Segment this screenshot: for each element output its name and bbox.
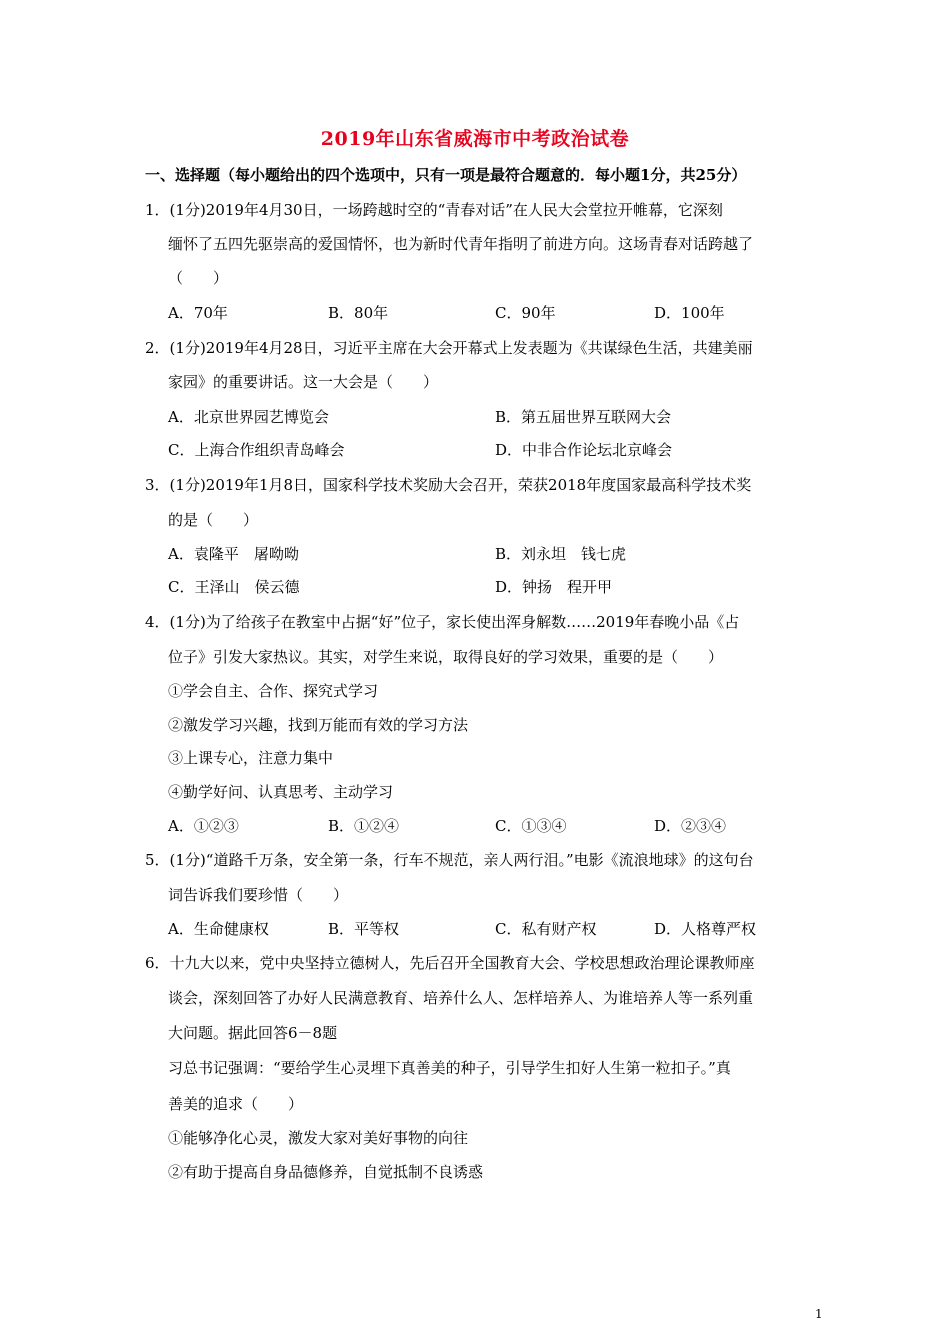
- q5-line-1: 5．(1分)“道路千万条，安全第一条，行车不规范，亲人两行泪。”电影《流浪地球》的这句台: [145, 851, 754, 869]
- q4-statement-1: ①学会自主、合作、探究式学习: [168, 682, 379, 700]
- q4-option-d: D．②③④: [654, 817, 727, 835]
- q3-option-c: C．王泽山 侯云德: [168, 578, 300, 596]
- q6-statement-2: ②有助于提高自身品德修养，自觉抵制不良诱惑: [168, 1163, 484, 1181]
- q1-line-3: （ ）: [168, 269, 229, 287]
- q4-option-c: C．①③④: [495, 817, 567, 835]
- q4-statement-3: ③上课专心，注意力集中: [168, 749, 334, 767]
- exam-title: 2019年山东省威海市中考政治试卷: [320, 128, 630, 150]
- q4-line-2: 位子》引发大家热议。其实，对学生来说，取得良好的学习效果，重要的是（ ）: [168, 648, 724, 666]
- q3-option-d: D．钟扬 程开甲: [495, 578, 613, 596]
- q6-line-4: 习总书记强调：“要给学生心灵埋下真善美的种子，引导学生扣好人生第一粒扣子。”真: [168, 1059, 731, 1077]
- q1-option-c: C．90年: [495, 304, 556, 322]
- q6-line-5: 善美的追求（ ）: [168, 1095, 304, 1113]
- q2-option-d: D．中非合作论坛北京峰会: [495, 441, 673, 459]
- q3-option-b: B．刘永坦 钱七虎: [495, 545, 627, 563]
- q3-line-2: 的是（ ）: [168, 511, 259, 529]
- q3-line-1: 3．(1分)2019年1月8日，国家科学技术奖励大会召开，荣获2018年度国家最高科学技术奖: [145, 476, 752, 494]
- q5-option-b: B．平等权: [328, 920, 400, 938]
- q4-option-a: A．①②③: [168, 817, 239, 835]
- q5-option-a: A．生命健康权: [168, 920, 269, 938]
- q4-option-b: B．①②④: [328, 817, 400, 835]
- q2-option-b: B．第五届世界互联网大会: [495, 408, 672, 426]
- q1-option-b: B．80年: [328, 304, 389, 322]
- q6-line-3: 大问题。据此回答6－8题: [168, 1024, 338, 1042]
- q4-line-1: 4．(1分)为了给孩子在教室中占据“好”位子，家长使出浑身解数……2019年春晚小品《占: [145, 613, 740, 631]
- q2-option-c: C．上海合作组织青岛峰会: [168, 441, 345, 459]
- q6-statement-1: ①能够净化心灵，激发大家对美好事物的向往: [168, 1129, 469, 1147]
- q1-line-2: 缅怀了五四先驱崇高的爱国情怀，也为新时代青年指明了前进方向。这场青春对话跨越了: [168, 235, 754, 253]
- q4-statement-4: ④勤学好问、认真思考、主动学习: [168, 783, 394, 801]
- q1-line-1: 1．(1分)2019年4月30日，一场跨越时空的“青春对话”在人民大会堂拉开帷幕，它深刻: [145, 201, 723, 219]
- q2-line-1: 2．(1分)2019年4月28日，习近平主席在大会开幕式上发表题为《共谋绿色生活，共建美丽: [145, 339, 753, 357]
- q2-option-a: A．北京世界园艺博览会: [168, 408, 329, 426]
- q1-option-d: D．100年: [654, 304, 725, 322]
- page-number: 1: [815, 1307, 823, 1321]
- q5-option-d: D．人格尊严权: [654, 920, 757, 938]
- q5-line-2: 词告诉我们要珍惜（ ）: [168, 886, 349, 904]
- q4-statement-2: ②激发学习兴趣，找到万能而有效的学习方法: [168, 716, 469, 734]
- q5-option-c: C．私有财产权: [495, 920, 597, 938]
- section-heading: 一、选择题（每小题给出的四个选项中，只有一项是最符合题意的．每小题1分，共25分）: [145, 166, 747, 184]
- q6-line-1: 6．十九大以来，党中央坚持立德树人，先后召开全国教育大会、学校思想政治理论课教师座: [145, 954, 755, 972]
- q2-line-2: 家园》的重要讲话。这一大会是（ ）: [168, 373, 439, 391]
- q1-option-a: A．70年: [168, 304, 228, 322]
- q3-option-a: A．袁隆平 屠呦呦: [168, 545, 299, 563]
- q6-line-2: 谈会，深刻回答了办好人民满意教育、培养什么人、怎样培养人、为谁培养人等一系列重: [168, 989, 754, 1007]
